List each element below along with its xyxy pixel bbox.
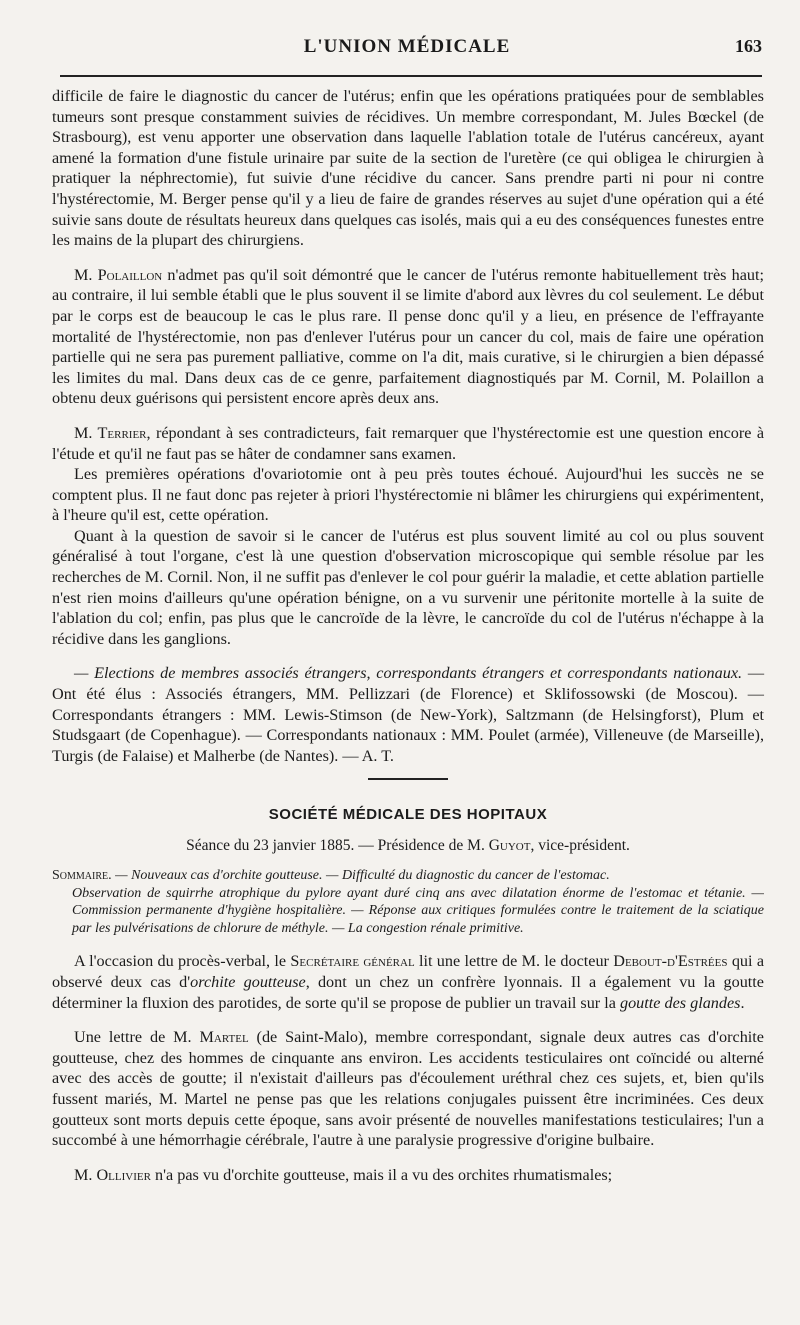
paragraph-text: n'admet pas qu'il soit démontré que le cancer de l'utérus remonte habituellement très haut; au contraire, il lui semble établi que le plus souvent il se limite d'abord aux lèvres du col seulement. Le début par le corps est de beaucoup le cas le plus rare. Il pense donc qu'il y a lieu, en présence de l'effrayante mortalité de l'hystérectomie, non pas d'enlever l'utérus pour un cancer du col, mais de faire une opération partielle qui ne sera pas purement palliative, comme on l'a dit, mais curative, si le chirurgien a bien dépassé les limites du mal. Dans deux cas de ce genre, parfaitement diagnostiqués par M. Cornil, M. Polaillon a obtenu deux guérisons qui persistent encore après deux ans.: [52, 265, 764, 408]
paragraph-ovariotomie: Les premières opérations d'ovariotomie ont à peu près toutes échoué. Aujourd'hui les succès ne se comptent plus. Il ne faut donc pas rejeter à priori l'hystérectomie ni blâmer les chirurgiens qui expérimentent, à l'heure qu'il est, cette opération.: [52, 465, 764, 525]
article-body: [52, 86, 764, 1185]
paragraph-terrier: [52, 423, 764, 464]
paragraph-secretaire: [52, 951, 764, 1013]
sommaire-line: Observation de squirrhe atrophique du pylore ayant duré cinq ans avec dilatation énorme de l'estomac et tétanie. — Commission permanente d'hygiène hospitalière. — Réponse aux critiques formulées contre le traitement de la sciatique par les pulvérisations de chlorure de méthyle. — La congestion rénale primitive.: [72, 885, 764, 936]
speaker-name: M. Ollivier: [74, 1165, 151, 1184]
page-header: [52, 36, 762, 66]
text-run: .: [740, 993, 745, 1012]
seance-line: [52, 837, 764, 855]
text-run: , dont un chez un confrère lyonnais. Il a également vu la goutte déterminer la fluxion des parotides, de sorte qu'il se propose de publier un travail sur la: [52, 973, 764, 1012]
paragraph-berger: difficile de faire le diagnostic du cancer de l'utérus; enfin que les opérations pratiquées pour de semblables tumeurs sont presque constamment suivies de récidives. Un membre correspondant, M. Jules Bœckel (de Strasbourg), est venu apporter une observation dans laquelle l'ablation totale de l'utérus cancéreux, ayant amené la formation d'une fistule urinaire par suite de la section de l'uretère (ce qui obligea le chirurgien à pratiquer la néphrectomie), fut suivie d'une récidive du cancer. Sans prendre parti ni pour ni contre l'hystérectomie, M. Berger pense qu'il y a lieu de faire de grandes réserves au sujet d'une opération qui a été suivie sans doute de résultats heureux dans quelques cas isolés, mais qui a eu des conséquences funestes entre les mains de la plupart des chirurgiens.: [52, 87, 764, 250]
seance-suffix: , vice-président.: [530, 837, 630, 855]
speaker-name: M. Polaillon: [74, 265, 163, 284]
paragraph-text: — Ont été élus : Associés étrangers, MM. Pellizzari (de Florence) et Sklifossowski (de Moscou). — Correspondants étrangers : MM. Lewis-Stimson (de New-York), Saltzmann (de Helsingforst), Plum et Studsgaart (de Copenhague). — Correspondants nationaux : MM. Poulet (armée), Villeneuve (de Marseille), Turgis (de Falaise) et Malherbe (de Nantes). — A. T.: [52, 664, 764, 765]
italic-term: orchite goutteuse: [190, 973, 306, 991]
doctor-name: Martel: [199, 1028, 249, 1047]
president-name: Guyot: [488, 837, 531, 855]
section-divider: [368, 778, 448, 780]
page-number: 163: [735, 36, 762, 56]
text-run: n'a pas vu d'orchite goutteuse, mais il a vu des orchites rhumatismales;: [150, 1165, 613, 1184]
paragraph-martel: [52, 1027, 764, 1151]
paragraph-ollivier: [52, 1165, 764, 1186]
running-title: L'UNION MÉDICALE: [303, 36, 511, 57]
text-run: lit une lettre de M. le docteur: [414, 952, 614, 971]
italic-term: goutte des glandes: [619, 993, 741, 1012]
text-run: qui a observé deux cas d': [52, 952, 764, 991]
paragraph-polaillon: [52, 265, 764, 409]
paragraph-text: , répondant à ses contradicteurs, fait remarquer que l'hystérectomie est une question encore à l'étude et qu'il ne faut pas se hâter de condamner sans examen.: [52, 423, 765, 463]
section-title: SOCIÉTÉ MÉDICALE DES HOPITAUX: [268, 806, 548, 824]
sommaire-line: — Nouveaux cas d'orchite goutteuse. — Difficulté du diagnostic du cancer de l'estomac.: [111, 868, 610, 884]
text-run: A l'occasion du procès-verbal, le: [74, 952, 291, 971]
paragraph-elections: [52, 663, 764, 766]
paragraph-cancer-col: Quant à la question de savoir si le cancer de l'utérus est plus souvent limité au col ou plus souvent généralisé à tout l'organe, c'est là une question d'observation microscopique qui semble résolue par les recherches de M. Cornil. Non, il ne suffit pas d'enlever le col pour guérir la maladie, et cette ablation partielle n'est rien moins d'ailleurs qu'une opération bénigne, on a vu survenir une péritonite mortelle à la suite de l'ablation du col; enfin, pas plus que le cancroïde de la lèvre, le cancroïde du col de l'utérus n'échappe à la récidive dans les ganglions.: [52, 526, 764, 648]
sommaire: [52, 867, 764, 937]
elections-heading: — Elections de membres associés étrangers, correspondants étrangers et correspondants nationaux.: [74, 664, 743, 683]
speaker-name: M. Terrier: [74, 423, 147, 442]
secretaire-general: Secrétaire général: [290, 952, 415, 971]
seance-prefix: Séance du 23 janvier 1885. — Présidence de M.: [186, 837, 489, 855]
text-run: Une lettre de M.: [74, 1028, 200, 1047]
sommaire-label: Sommaire.: [52, 868, 112, 884]
header-rule: [60, 75, 762, 77]
doctor-name: Debout-d'Estrées: [613, 952, 728, 971]
text-run: (de Saint-Malo), membre correspondant, signale deux autres cas d'orchite goutteuse, chez des hommes de cinquante ans environ. Les accidents testiculaires ont coïncidé ou alterné avec des accès de goutte; il n'existait d'ailleurs pas d'écoulement uréthral chez ces sujets, et, bien qu'ils fussent mariés, M. Martel ne pense pas que les relations conjugales puissent être incriminées. Ces deux goutteux sont morts depuis cette époque, sans avoir présenté de nouvelles manifestations testiculaires; l'un a succombé à une hémorrhagie cérébrale, l'autre à une paralysie progressive d'origine bulbaire.: [52, 1028, 764, 1150]
